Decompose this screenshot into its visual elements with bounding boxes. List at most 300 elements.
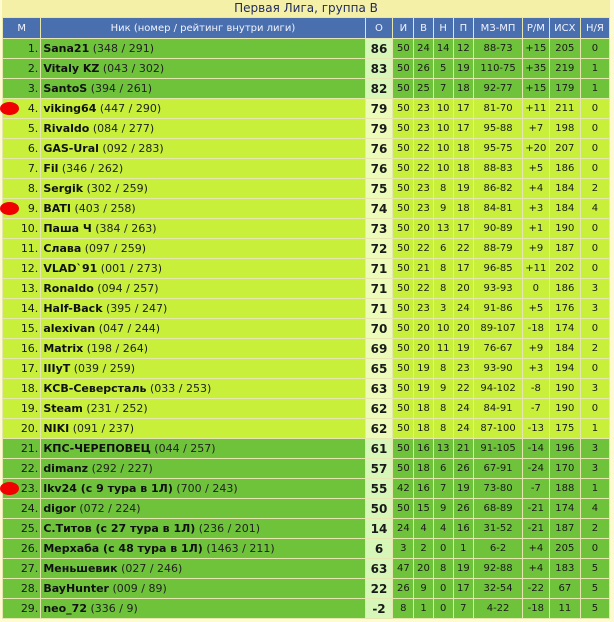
losses-cell: 17 bbox=[453, 99, 474, 119]
outcomes-cell: 175 bbox=[549, 419, 580, 439]
table-row[interactable] bbox=[3, 519, 610, 539]
points-cell: 63 bbox=[365, 559, 393, 579]
goal-diff-cell: -22 bbox=[522, 579, 549, 599]
points-cell: 65 bbox=[365, 359, 393, 379]
nick-cell bbox=[41, 339, 365, 359]
wins-cell: 18 bbox=[414, 459, 434, 479]
no-show-cell: 2 bbox=[580, 179, 609, 199]
goals-cell: 81-70 bbox=[474, 99, 523, 119]
table-row[interactable] bbox=[3, 439, 610, 459]
wins-cell: 22 bbox=[414, 239, 434, 259]
player-nick[interactable]: КСВ-Северсталь bbox=[43, 382, 147, 395]
header-place[interactable]: М bbox=[3, 18, 41, 39]
nick-cell bbox=[41, 319, 365, 339]
nick-cell bbox=[41, 559, 365, 579]
goal-diff-cell: -18 bbox=[522, 319, 549, 339]
games-cell: 50 bbox=[393, 419, 414, 439]
points-cell: 61 bbox=[365, 439, 393, 459]
draws-cell: 7 bbox=[433, 79, 453, 99]
table-row[interactable] bbox=[3, 419, 610, 439]
outcomes-cell: 184 bbox=[549, 179, 580, 199]
nick-cell bbox=[41, 179, 365, 199]
player-nick[interactable]: Rivaldo bbox=[43, 122, 90, 135]
draws-cell: 10 bbox=[433, 319, 453, 339]
losses-cell: 19 bbox=[453, 479, 474, 499]
goal-diff-cell: +3 bbox=[522, 359, 549, 379]
losses-cell: 22 bbox=[453, 239, 474, 259]
player-number-rating: (072 / 224) bbox=[79, 502, 141, 515]
losses-cell: 17 bbox=[453, 119, 474, 139]
table-row[interactable] bbox=[3, 199, 610, 219]
goal-diff-cell: +4 bbox=[522, 179, 549, 199]
goal-diff-cell: +15 bbox=[522, 79, 549, 99]
games-cell: 50 bbox=[393, 79, 414, 99]
player-nick[interactable]: neo_72 bbox=[43, 602, 87, 615]
losses-cell: 24 bbox=[453, 419, 474, 439]
player-nick[interactable]: Half-Back bbox=[43, 302, 103, 315]
goals-cell: 76-67 bbox=[474, 339, 523, 359]
wins-cell: 23 bbox=[414, 99, 434, 119]
place-cell: 16. bbox=[3, 339, 41, 359]
outcomes-cell: 205 bbox=[549, 539, 580, 559]
points-cell: 70 bbox=[365, 319, 393, 339]
goal-diff-cell: +4 bbox=[522, 539, 549, 559]
outcomes-cell: 186 bbox=[549, 279, 580, 299]
nick-cell bbox=[41, 439, 365, 459]
losses-cell: 20 bbox=[453, 279, 474, 299]
draws-cell: 10 bbox=[433, 139, 453, 159]
table-row[interactable] bbox=[3, 219, 610, 239]
place-cell: 6. bbox=[3, 139, 41, 159]
goals-cell: 86-82 bbox=[474, 179, 523, 199]
goals-cell: 94-102 bbox=[474, 379, 523, 399]
goal-diff-cell: -21 bbox=[522, 499, 549, 519]
header-losses[interactable]: П bbox=[453, 18, 474, 39]
player-nick[interactable]: Vitaly KZ bbox=[43, 62, 100, 75]
wins-cell: 18 bbox=[414, 419, 434, 439]
losses-cell: 18 bbox=[453, 199, 474, 219]
draws-cell: 8 bbox=[433, 259, 453, 279]
losses-cell: 17 bbox=[453, 579, 474, 599]
nick-cell bbox=[41, 239, 365, 259]
player-number-rating: (302 / 259) bbox=[86, 182, 148, 195]
place-cell: 3. bbox=[3, 79, 41, 99]
outcomes-cell: 170 bbox=[549, 459, 580, 479]
table-row[interactable] bbox=[3, 559, 610, 579]
nick-cell bbox=[41, 219, 365, 239]
wins-cell: 22 bbox=[414, 279, 434, 299]
goals-cell: 90-89 bbox=[474, 219, 523, 239]
goals-cell: 6-2 bbox=[474, 539, 523, 559]
player-nick[interactable]: alexivan bbox=[43, 322, 96, 335]
goal-diff-cell: +20 bbox=[522, 139, 549, 159]
player-nick[interactable]: Слава bbox=[43, 242, 82, 255]
points-cell: 83 bbox=[365, 59, 393, 79]
table-row[interactable] bbox=[3, 539, 610, 559]
place-cell: 21. bbox=[3, 439, 41, 459]
draws-cell: 8 bbox=[433, 559, 453, 579]
place-cell: 29. bbox=[3, 599, 41, 619]
no-show-cell: 0 bbox=[580, 359, 609, 379]
no-show-cell: 3 bbox=[580, 299, 609, 319]
draws-cell: 8 bbox=[433, 279, 453, 299]
goals-cell: 4-22 bbox=[474, 599, 523, 619]
goal-diff-cell: +11 bbox=[522, 259, 549, 279]
player-number-rating: (039 / 259) bbox=[73, 362, 136, 375]
player-nick[interactable]: viking64 bbox=[43, 102, 97, 115]
place-cell: 8. bbox=[3, 179, 41, 199]
player-number-rating: (395 / 247) bbox=[106, 302, 168, 315]
header-points[interactable]: О bbox=[365, 18, 393, 39]
player-nick[interactable]: Паша Ч bbox=[43, 222, 92, 235]
losses-cell: 18 bbox=[453, 159, 474, 179]
no-show-cell: 1 bbox=[580, 419, 609, 439]
goal-diff-cell: +5 bbox=[522, 299, 549, 319]
table-row[interactable] bbox=[3, 59, 610, 79]
table-row[interactable] bbox=[3, 319, 610, 339]
points-cell: 55 bbox=[365, 479, 393, 499]
table-row[interactable] bbox=[3, 359, 610, 379]
player-number-rating: (231 / 252) bbox=[86, 402, 148, 415]
draws-cell: 6 bbox=[433, 239, 453, 259]
no-show-cell: 0 bbox=[580, 259, 609, 279]
games-cell: 50 bbox=[393, 199, 414, 219]
outcomes-cell: 198 bbox=[549, 119, 580, 139]
no-show-cell: 5 bbox=[580, 559, 609, 579]
no-show-cell: 0 bbox=[580, 239, 609, 259]
wins-cell: 20 bbox=[414, 319, 434, 339]
goal-diff-cell: +1 bbox=[522, 219, 549, 239]
points-cell: 79 bbox=[365, 119, 393, 139]
header-no-show[interactable]: Н/Я bbox=[580, 18, 609, 39]
games-cell: 50 bbox=[393, 379, 414, 399]
draws-cell: 8 bbox=[433, 419, 453, 439]
player-nick[interactable]: digor bbox=[43, 502, 76, 515]
outcomes-cell: 202 bbox=[549, 259, 580, 279]
no-show-cell: 0 bbox=[580, 139, 609, 159]
player-number-rating: (094 / 257) bbox=[97, 282, 159, 295]
goal-diff-cell: 0 bbox=[522, 279, 549, 299]
outcomes-cell: 184 bbox=[549, 339, 580, 359]
goal-diff-cell: -7 bbox=[522, 399, 549, 419]
header-row bbox=[3, 18, 610, 39]
player-nick[interactable]: NIKI bbox=[43, 422, 70, 435]
goal-diff-cell: +3 bbox=[522, 199, 549, 219]
nick-cell bbox=[41, 419, 365, 439]
no-show-cell: 1 bbox=[580, 59, 609, 79]
points-cell: 62 bbox=[365, 419, 393, 439]
player-number-rating: (394 / 261) bbox=[90, 82, 153, 95]
draws-cell: 6 bbox=[433, 459, 453, 479]
wins-cell: 1 bbox=[414, 599, 434, 619]
goal-diff-cell: +11 bbox=[522, 99, 549, 119]
nick-cell bbox=[41, 379, 365, 399]
table-row[interactable] bbox=[3, 159, 610, 179]
games-cell: 47 bbox=[393, 559, 414, 579]
draws-cell: 10 bbox=[433, 159, 453, 179]
player-number-rating: (198 / 264) bbox=[86, 342, 149, 355]
draws-cell: 10 bbox=[433, 119, 453, 139]
goals-cell: 91-86 bbox=[474, 299, 523, 319]
player-nick[interactable]: IIIyT bbox=[43, 362, 71, 375]
player-nick[interactable]: GAS-Ural bbox=[43, 142, 99, 155]
goals-cell: 84-81 bbox=[474, 199, 523, 219]
games-cell: 50 bbox=[393, 239, 414, 259]
losses-cell: 26 bbox=[453, 459, 474, 479]
games-cell: 50 bbox=[393, 159, 414, 179]
table-row[interactable] bbox=[3, 379, 610, 399]
wins-cell: 21 bbox=[414, 259, 434, 279]
games-cell: 50 bbox=[393, 399, 414, 419]
wins-cell: 23 bbox=[414, 119, 434, 139]
no-show-cell: 0 bbox=[580, 159, 609, 179]
games-cell: 24 bbox=[393, 519, 414, 539]
goals-cell: 68-89 bbox=[474, 499, 523, 519]
outcomes-cell: 184 bbox=[549, 199, 580, 219]
no-show-cell: 0 bbox=[580, 399, 609, 419]
table-row[interactable] bbox=[3, 279, 610, 299]
no-show-cell: 0 bbox=[580, 539, 609, 559]
nick-cell bbox=[41, 59, 365, 79]
no-show-cell: 0 bbox=[580, 219, 609, 239]
games-cell: 50 bbox=[393, 59, 414, 79]
header-outcomes[interactable]: ИСХ bbox=[549, 18, 580, 39]
table-row[interactable] bbox=[3, 179, 610, 199]
nick-cell bbox=[41, 499, 365, 519]
no-show-cell: 5 bbox=[580, 599, 609, 619]
header-nick[interactable]: Ник (номер / рейтинг внутри лиги) bbox=[41, 18, 365, 39]
player-number-rating: (348 / 291) bbox=[92, 42, 155, 55]
place-cell: 5. bbox=[3, 119, 41, 139]
draws-cell: 8 bbox=[433, 359, 453, 379]
place-cell: 27. bbox=[3, 559, 41, 579]
goals-cell: 89-107 bbox=[474, 319, 523, 339]
nick-cell bbox=[41, 39, 365, 59]
player-number-rating: (091 / 237) bbox=[72, 422, 135, 435]
losses-cell: 19 bbox=[453, 559, 474, 579]
points-cell: 73 bbox=[365, 219, 393, 239]
player-nick[interactable]: dimanz bbox=[43, 462, 89, 475]
goals-cell: 93-93 bbox=[474, 279, 523, 299]
games-cell: 8 bbox=[393, 599, 414, 619]
place-cell: 11. bbox=[3, 239, 41, 259]
table-row[interactable] bbox=[3, 259, 610, 279]
outcomes-cell: 219 bbox=[549, 59, 580, 79]
goal-diff-cell: +9 bbox=[522, 339, 549, 359]
points-cell: 14 bbox=[365, 519, 393, 539]
points-cell: 75 bbox=[365, 179, 393, 199]
table-row[interactable] bbox=[3, 39, 610, 59]
player-nick[interactable]: Мерхаба (с 48 тура в 1Л) bbox=[43, 542, 203, 555]
goal-diff-cell: +7 bbox=[522, 119, 549, 139]
table-row[interactable] bbox=[3, 119, 610, 139]
player-number-rating: (384 / 263) bbox=[95, 222, 157, 235]
goals-cell: 95-88 bbox=[474, 119, 523, 139]
place-cell: 25. bbox=[3, 519, 41, 539]
goals-cell: 84-91 bbox=[474, 399, 523, 419]
player-number-rating: (001 / 273) bbox=[100, 262, 163, 275]
goals-cell: 73-80 bbox=[474, 479, 523, 499]
header-draws[interactable]: Н bbox=[433, 18, 453, 39]
draws-cell: 0 bbox=[433, 599, 453, 619]
goals-cell: 88-79 bbox=[474, 239, 523, 259]
nick-cell bbox=[41, 359, 365, 379]
points-cell: 62 bbox=[365, 399, 393, 419]
points-cell: 74 bbox=[365, 199, 393, 219]
nick-cell bbox=[41, 99, 365, 119]
draws-cell: 13 bbox=[433, 439, 453, 459]
wins-cell: 23 bbox=[414, 199, 434, 219]
wins-cell: 23 bbox=[414, 299, 434, 319]
outcomes-cell: 174 bbox=[549, 499, 580, 519]
player-number-rating: (346 / 262) bbox=[61, 162, 124, 175]
goal-diff-cell: -18 bbox=[522, 599, 549, 619]
games-cell: 50 bbox=[393, 259, 414, 279]
player-nick[interactable]: Matrix bbox=[43, 342, 84, 355]
losses-cell: 1 bbox=[453, 539, 474, 559]
nick-cell bbox=[41, 279, 365, 299]
table-row[interactable] bbox=[3, 579, 610, 599]
games-cell: 50 bbox=[393, 219, 414, 239]
no-show-cell: 0 bbox=[580, 39, 609, 59]
wins-cell: 24 bbox=[414, 39, 434, 59]
table-row[interactable] bbox=[3, 399, 610, 419]
place-cell: 9. bbox=[3, 199, 41, 219]
player-number-rating: (047 / 244) bbox=[98, 322, 161, 335]
header-games[interactable]: И bbox=[393, 18, 414, 39]
table-row[interactable] bbox=[3, 339, 610, 359]
player-number-rating: (084 / 277) bbox=[92, 122, 155, 135]
goal-diff-cell: +9 bbox=[522, 239, 549, 259]
nick-cell bbox=[41, 139, 365, 159]
goals-cell: 95-75 bbox=[474, 139, 523, 159]
place-cell: 7. bbox=[3, 159, 41, 179]
player-nick[interactable]: VLAD`91 bbox=[43, 262, 98, 275]
player-number-rating: (097 / 259) bbox=[84, 242, 147, 255]
player-nick[interactable]: Steam bbox=[43, 402, 83, 415]
player-nick[interactable]: Sergik bbox=[43, 182, 84, 195]
losses-cell: 23 bbox=[453, 359, 474, 379]
player-number-rating: (403 / 258) bbox=[74, 202, 136, 215]
points-cell: 71 bbox=[365, 299, 393, 319]
wins-cell: 4 bbox=[414, 519, 434, 539]
player-nick[interactable]: Ronaldo bbox=[43, 282, 94, 295]
games-cell: 50 bbox=[393, 99, 414, 119]
player-nick[interactable]: Fil bbox=[43, 162, 59, 175]
losses-cell: 18 bbox=[453, 79, 474, 99]
wins-cell: 16 bbox=[414, 439, 434, 459]
player-nick[interactable]: SantoS bbox=[43, 82, 88, 95]
outcomes-cell: 196 bbox=[549, 439, 580, 459]
goals-cell: 67-91 bbox=[474, 459, 523, 479]
goal-diff-cell: +4 bbox=[522, 559, 549, 579]
losses-cell: 16 bbox=[453, 519, 474, 539]
table-row[interactable] bbox=[3, 499, 610, 519]
goal-diff-cell: -7 bbox=[522, 479, 549, 499]
draws-cell: 0 bbox=[433, 539, 453, 559]
nick-cell bbox=[41, 459, 365, 479]
nick-cell bbox=[41, 519, 365, 539]
place-cell: 26. bbox=[3, 539, 41, 559]
losses-cell: 17 bbox=[453, 219, 474, 239]
points-cell: 57 bbox=[365, 459, 393, 479]
table-row[interactable] bbox=[3, 299, 610, 319]
games-cell: 50 bbox=[393, 439, 414, 459]
table-row[interactable] bbox=[3, 599, 610, 619]
losses-cell: 19 bbox=[453, 59, 474, 79]
wins-cell: 20 bbox=[414, 219, 434, 239]
nick-cell bbox=[41, 159, 365, 179]
no-show-cell: 1 bbox=[580, 479, 609, 499]
nick-cell bbox=[41, 539, 365, 559]
draws-cell: 5 bbox=[433, 59, 453, 79]
place-cell: 28. bbox=[3, 579, 41, 599]
header-goal-diff[interactable]: Р/М bbox=[522, 18, 549, 39]
place-cell: 12. bbox=[3, 259, 41, 279]
nick-cell bbox=[41, 599, 365, 619]
player-number-rating: (700 / 243) bbox=[176, 482, 238, 495]
table-row[interactable] bbox=[3, 239, 610, 259]
points-cell: 22 bbox=[365, 579, 393, 599]
goals-cell: 88-73 bbox=[474, 39, 523, 59]
player-nick[interactable]: Sana21 bbox=[43, 42, 90, 55]
wins-cell: 2 bbox=[414, 539, 434, 559]
place-cell: 17. bbox=[3, 359, 41, 379]
no-show-cell: 3 bbox=[580, 279, 609, 299]
no-show-cell: 4 bbox=[580, 199, 609, 219]
player-nick[interactable]: lkv24 (с 9 тура в 1Л) bbox=[43, 482, 173, 495]
outcomes-cell: 194 bbox=[549, 359, 580, 379]
games-cell: 50 bbox=[393, 179, 414, 199]
draws-cell: 9 bbox=[433, 199, 453, 219]
table-row[interactable] bbox=[3, 479, 610, 499]
table-row[interactable] bbox=[3, 99, 610, 119]
games-cell: 50 bbox=[393, 359, 414, 379]
wins-cell: 20 bbox=[414, 559, 434, 579]
table-row[interactable] bbox=[3, 139, 610, 159]
header-wins[interactable]: В bbox=[414, 18, 434, 39]
place-cell: 20. bbox=[3, 419, 41, 439]
player-number-rating: (236 / 201) bbox=[198, 522, 261, 535]
outcomes-cell: 190 bbox=[549, 399, 580, 419]
losses-cell: 24 bbox=[453, 399, 474, 419]
standings-body bbox=[3, 39, 610, 619]
losses-cell: 22 bbox=[453, 379, 474, 399]
table-row[interactable] bbox=[3, 79, 610, 99]
player-nick[interactable]: BATI bbox=[43, 202, 71, 215]
table-row[interactable] bbox=[3, 459, 610, 479]
outcomes-cell: 190 bbox=[549, 219, 580, 239]
no-show-cell: 4 bbox=[580, 499, 609, 519]
player-nick[interactable]: Меньшевик bbox=[43, 562, 118, 575]
outcomes-cell: 179 bbox=[549, 79, 580, 99]
place-cell: 23. bbox=[3, 479, 41, 499]
no-show-cell: 0 bbox=[580, 99, 609, 119]
standings-table bbox=[2, 17, 610, 619]
player-number-rating: (1463 / 211) bbox=[206, 542, 275, 555]
goal-diff-cell: +35 bbox=[522, 59, 549, 79]
draws-cell: 0 bbox=[433, 579, 453, 599]
header-goals[interactable]: МЗ-МП bbox=[474, 18, 523, 39]
points-cell: 6 bbox=[365, 539, 393, 559]
outcomes-cell: 186 bbox=[549, 159, 580, 179]
player-nick[interactable]: С.Титов (с 27 тура в 1Л) bbox=[43, 522, 196, 535]
goals-cell: 31-52 bbox=[474, 519, 523, 539]
nick-cell bbox=[41, 259, 365, 279]
place-cell: 13. bbox=[3, 279, 41, 299]
player-nick[interactable]: КПС-ЧЕРЕПОВЕЦ bbox=[43, 442, 151, 455]
player-nick[interactable]: BayHunter bbox=[43, 582, 109, 595]
